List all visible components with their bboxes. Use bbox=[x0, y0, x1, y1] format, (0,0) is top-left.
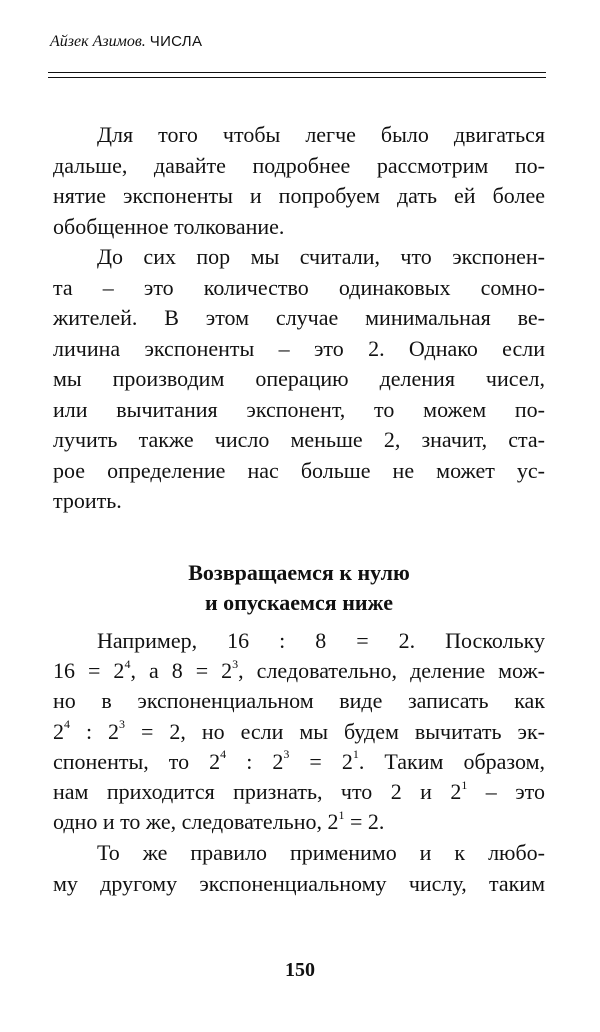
paragraph-division-example bbox=[53, 626, 545, 837]
text-line bbox=[53, 807, 545, 837]
text-line bbox=[53, 717, 545, 747]
text-fragment: = 2 bbox=[289, 748, 353, 774]
text-fragment: . Таким образом, bbox=[358, 748, 545, 774]
text-line: та – это количество одинаковых сомно- bbox=[53, 274, 545, 300]
text-line: До сих пор мы считали, что экспонен- bbox=[97, 244, 545, 269]
section-heading bbox=[53, 558, 545, 618]
text-fragment: = 2, но если мы будем вычитать эк- bbox=[125, 718, 545, 744]
exponent: 1 bbox=[352, 747, 359, 762]
text-line bbox=[53, 747, 545, 777]
text-fragment: одно и то же, следовательно, 2 bbox=[53, 809, 339, 835]
text-line: рое определение нас больше не может ус- bbox=[53, 457, 545, 483]
text-fragment: = 2. bbox=[344, 809, 385, 835]
text-line: лучить также число меньше 2, значит, ста- bbox=[53, 427, 545, 452]
text-fragment: : 2 bbox=[226, 748, 284, 774]
text-fragment: , а 8 = 2 bbox=[130, 658, 233, 684]
section-heading-line: и опускаемся ниже bbox=[205, 590, 393, 615]
text-line: обобщенное толкование. bbox=[53, 213, 285, 239]
exponent: 3 bbox=[119, 717, 126, 732]
text-line: нятие экспоненты и попробуем дать ей более bbox=[53, 183, 545, 208]
header-rule-top bbox=[48, 72, 546, 73]
text-fragment: 2 bbox=[53, 718, 64, 744]
running-head bbox=[50, 32, 202, 52]
text-line bbox=[53, 777, 545, 807]
exponent: 1 bbox=[461, 777, 468, 792]
text-line: То же правило применимо и к любо- bbox=[97, 840, 545, 865]
text-line: мы производим операцию деления чисел, bbox=[53, 366, 545, 391]
header-rule-bottom bbox=[48, 77, 546, 78]
text-fragment: нам приходится признать, что 2 и 2 bbox=[53, 779, 462, 805]
text-fragment: : 2 bbox=[70, 718, 120, 744]
text-line: дальше, давайте подробнее рассмотрим по- bbox=[53, 152, 545, 178]
text-line: Например, 16 : 8 = 2. Поскольку bbox=[97, 628, 545, 653]
text-fragment: споненты, то 2 bbox=[53, 748, 221, 774]
paragraph-general-rule bbox=[53, 838, 545, 899]
text-line: жителей. В этом случае минимальная ве- bbox=[53, 305, 545, 330]
running-head-book-title: ЧИСЛА bbox=[149, 33, 203, 50]
text-line: му другому экспоненциальному числу, таким bbox=[53, 870, 545, 896]
text-line: но в экспоненциальном виде записать как bbox=[53, 688, 545, 714]
running-head-author: Айзек Азимов. bbox=[50, 33, 146, 50]
text-line: или вычитания экспонент, то можем по- bbox=[53, 396, 545, 422]
exponent: 4 bbox=[64, 717, 70, 732]
section-heading-line: Возвращаемся к нулю bbox=[188, 560, 410, 585]
exponent: 4 bbox=[220, 747, 227, 762]
exponent: 4 bbox=[124, 656, 131, 671]
paragraph-exponent-definition bbox=[53, 242, 545, 517]
page-number: 150 bbox=[285, 959, 315, 981]
text-fragment: 16 = 2 bbox=[53, 658, 125, 684]
text-line bbox=[53, 656, 545, 686]
text-line: личина экспоненты – это 2. Однако если bbox=[53, 335, 545, 361]
exponent: 3 bbox=[232, 656, 239, 671]
text-line: троить. bbox=[53, 488, 122, 513]
paragraph-intro bbox=[53, 120, 545, 242]
exponent: 3 bbox=[283, 747, 290, 762]
text-line: Для того чтобы легче было двигаться bbox=[97, 122, 545, 147]
text-fragment: , следовательно, деление мож- bbox=[238, 658, 545, 684]
text-fragment: – это bbox=[467, 779, 545, 805]
exponent: 1 bbox=[338, 807, 345, 822]
